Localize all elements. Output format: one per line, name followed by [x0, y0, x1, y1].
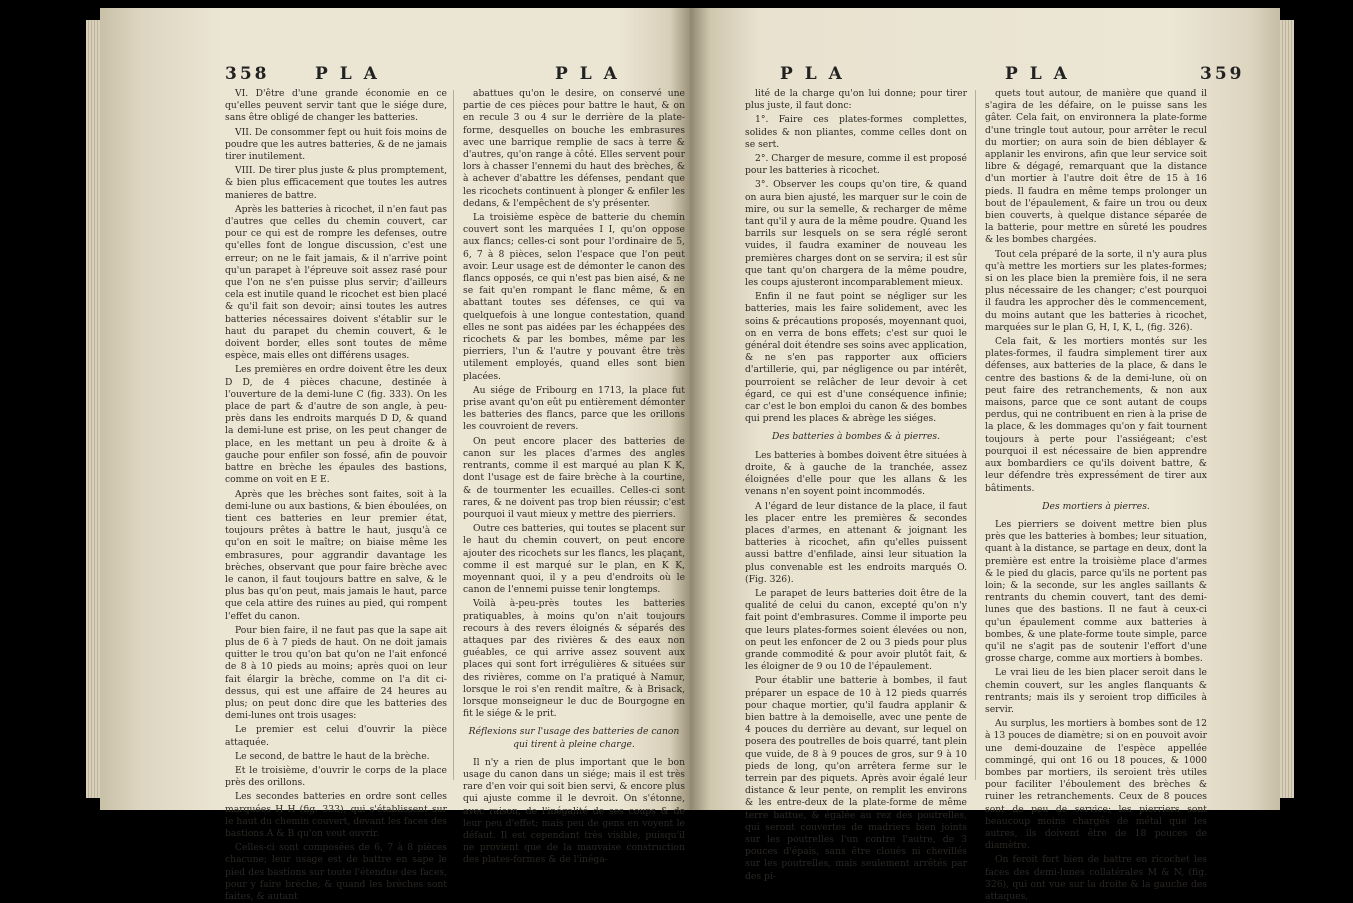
paragraph: 1°. Faire ces plates-formes complettes, solides & non pliantes, comme celles dont on se sert.: [745, 114, 967, 150]
paragraph: VII. De consommer fept ou huit fois moins de poudre que les autres batteries, & de ne jamais tirer inutilement.: [225, 126, 447, 163]
paragraph: Et le troisième, d'ouvrir le corps de la place près des orillons.: [225, 764, 447, 789]
paragraph: Cela fait, & les mortiers montés sur les plates-formes, il faudra simplement tirer aux défenses, aux batteries de la place, & dans le centre des bastions & de la demi-lune, où on peut faire des retranchements, & non aux maisons, parce que ce sont autant de coups perdus, qui ne contribuent en rien à la prise de la place, & les dommages qu'on y fait tournent toujours à perte pour l'assiégeant; c'est pourquoi il est nécessaire de bien apprendre aux bombardiers ce qu'ils doivent battre, & leur défendre très expressément de tirer aux bâtiments.: [985, 336, 1207, 494]
paragraph: Celles-ci sont composées de 6, 7 à 8 pièces chacune; leur usage est de battre en sape le pied des bastions sur toute l'étendue des faces, pour y faire brèche, & quand les brèches sont faites, & autant: [225, 842, 447, 902]
running-head: P L A: [780, 64, 845, 84]
page-number: 359: [1200, 64, 1245, 84]
paragraph: Après que les brèches sont faites, soit à la demi-lune ou aux bastions, & bien éboulées, on tient ces batteries en leur premier état, toujours prêtes à battre le haut, jusqu'à ce qu'on en soit le maître; on biaise même les embrasures, pour aggrandir davantage les brèches, observant que pour faire brèche avec le canon, il faut toujours battre en salve, & le plus bas qu'on peut, mais jamais le haut, parce que cela attire des ruines au pied, qui rompent l'effet du canon.: [225, 488, 447, 622]
text-column-left: [745, 88, 967, 882]
paragraph: On feroit fort bien de battre en ricochet les faces des demi-lunes collatérales M & N, (fig. 326), qui ont vue sur la droite & la gauche des attaques,: [985, 854, 1207, 902]
paragraph: Le vrai lieu de les bien placer seroit dans le chemin couvert, sur les angles flanquants & rentrants; mais ils y seroient trop difficiles à servir.: [985, 667, 1207, 715]
right-page: [690, 8, 1280, 902]
paragraph: Pour bien faire, il ne faut pas que la sape ait plus de 6 à 7 pieds de haut. On ne doit jamais quitter le trou qu'on bat qu'on ne l'ait enfoncé de 8 à 10 pieds au moins; après quoi on leur fait élargir la brèche, comme on l'a dit ci-dessus, qui est une affaire de 24 heures au plus; on peut donc dire que les batteries des demi-lunes ont trois usages:: [225, 624, 447, 722]
paragraph: Les premières en ordre doivent être les deux D D, de 4 pièces chacune, destinée à l'ouverture de la demi-lune C (fig. 333). On les place de part & d'autre de son angle, à peu-près dans les endroits marqués D D, & quand la demi-lune est prise, on les peut changer de place, en les mettant un peu à droite & à gauche pour enfiler son fossé, afin de pouvoir battre en brèche les épaules des bastions, comme on voit en E E.: [225, 364, 447, 486]
paragraph: Les pierriers se doivent mettre bien plus près que les batteries à bombes; leur situation, quant à la distance, se partage en deux, dont la première est entre la troisième place d'armes & le pied du glacis, parce qu'ils ne portent pas loin; & la seconde, sur les angles saillants & rentrants du chemin couvert, tant des demi-lunes que des bastions. Il ne faut à ceux-ci qu'un épaulement comme aux batteries à bombes, & une plate-forme toute simple, parce qu'il ne s'agit pas de soutenir l'effort d'une grosse charge, comme aux mortiers à bombes.: [985, 518, 1207, 665]
paragraph: Tout cela préparé de la sorte, il n'y aura plus qu'à mettre les mortiers sur les plates-formes; si on les place bien la première fois, il ne sera plus nécessaire de les changer; c'est pourquoi il faudra les approcher dès le commencement, du moins autant que les batteries à ricochet, marquées sur le plan G, H, I, K, L, (fig. 326).: [985, 248, 1207, 333]
paragraph: 3°. Observer les coups qu'on tire, & quand on aura bien ajusté, les marquer sur le coin de mire, ou sur la semelle, & recharger de même tant qu'il y aura de la même poudre. Quand les barrils sur lesquels on se sera réglé seront vuides, il faudra examiner de nouveau les premières charges dont on se servira; il est sûr que tant qu'on chargera de la même poudre, les coups ajusteront incomparablement mieux.: [745, 179, 967, 289]
column-rule: [453, 90, 454, 780]
paragraph: Les secondes batteries en ordre sont celles marquées H H (fig. 333), qui s'établissent sur le haut du chemin couvert, devant les faces des bastions A & B qu'on veut ouvrir.: [225, 791, 447, 839]
open-book: [100, 8, 1280, 902]
paragraph: Voilà à-peu-près toutes les batteries pratiquables, à moins qu'on n'ait toujours recours à des revers éloignés & séparés des attaques par des rivières & des eaux non guéables, ce qui arrive assez souvent aux places qui sont fort irrégulières & situées sur des rivières, comme on l'a pratiqué à Namur, lorsque le roi s'en rendit maître, & à Brisack, lorsque monseigneur le duc de Bourgogne en fit le siége & le prit.: [463, 598, 685, 720]
running-head-right-col: P L A: [1005, 64, 1070, 84]
paragraph: Le second, de battre le haut de la brèche.: [235, 750, 430, 762]
paragraph: Les batteries à bombes doivent être situées à droite, & à gauche de la tranchée, assez éloignées d'elle pour que les allans & les venans n'en soyent point incommodés.: [745, 449, 967, 498]
section-heading: Des mortiers à pierres.: [1042, 500, 1150, 512]
paragraph: abattues qu'on le desire, on conservé une partie de ces pièces pour battre le haut, & on en recule 3 ou 4 sur le derrière de la plate-forme, desquelles on bouche les embrasures avec une barrique remplie de sacs à terre & d'autres, qu'on range à côté. Elles servent pour lors à chasser l'ennemi du haut des brèches, & à achever d'abattre les défenses, pendant que les ricochets continuent à plonger & enfiler les dedans, & l'empêchent de s'y présenter.: [463, 88, 685, 209]
paragraph: lité de la charge qu'on lui donne; pour tirer plus juste, il faut donc:: [745, 88, 967, 112]
paragraph: Outre ces batteries, qui toutes se placent sur le haut du chemin couvert, on peut encore ajouter des ricochets sur les flancs, les plaçant, comme il est marqué sur le plan, en K K, moyennant quoi, il y a peu d'endroits où le canon de l'ennemi puisse tenir longtemps.: [463, 523, 685, 596]
paragraph: quets tout autour, de manière que quand il s'agira de les défaire, on le puisse sans les gâter. Cela fait, on environnera la plate-forme d'une tringle tout autour, pour arrêter le recul du mortier; on aura soin de bien déblayer & applanir les environs, afin que leur service soit libre & dégagé, remarquant que la distance d'un mortier à l'autre doit être de 15 à 16 pieds. Il faudra en même temps prolonger un bout de l'épaulement, & faire un trou ou deux bien couverts, à quelque distance séparée de la batterie, pour mettre en sûreté les poudres & les bombes chargées.: [985, 88, 1207, 246]
section-heading: Réflexions sur l'usage des batteries de canon qui tirent à pleine charge.: [468, 726, 680, 750]
running-head-right-col: P L A: [555, 64, 620, 84]
section-heading: Des batteries à bombes & à pierres.: [771, 431, 941, 443]
right-page-header: [690, 64, 1280, 90]
left-page: [100, 8, 690, 902]
text-column-right: [985, 88, 1207, 902]
paragraph: Le premier est celui d'ouvrir la pièce attaquée.: [225, 724, 447, 748]
paragraph: VI. D'être d'une grande économie en ce qu'elles peuvent servir tant que le siége dure, sans être obligé de changer les batteries.: [225, 88, 447, 124]
running-head: P L A: [315, 64, 380, 84]
page-number: 358: [225, 64, 270, 84]
paragraph: La troisième espèce de batterie du chemin couvert sont les marquées I I, qu'on oppose aux flancs; celles-ci sont pour l'ordinaire de 5, 6, 7 à 8 pièces, selon l'espace que l'on peut avoir. Leur usage est de démonter le canon des flancs opposés, ce qui n'est pas bien aisé, & ne se fait qu'en rompant le flanc même, & en abattant toutes ses défenses, ce qui va quelquefois à une longue contestation, quand elles ne sont pas aidées par les échappées des ricochets & par les bombes, même par les pierriers, l'un & l'autre y pouvant être très utilement employés, quand elles sont bien placées.: [463, 212, 685, 382]
paragraph: Au surplus, les mortiers à bombes sont de 12 à 13 pouces de diamètre; si on en pouvoit avoir une demi-douzaine de l'espèce appellée commingé, qui ont 16 ou 18 pouces, & 1000 bombes par mortiers, ils seroient très utiles pour faciliter l'éboulement des brèches & ruiner les retranchements. Ceux de 8 pouces sont de peu de service; les pierriers sont beaucoup moins chargés de métal que les autres, ils doivent être de 18 pouces de diamètre.: [985, 718, 1207, 852]
left-page-header: [100, 64, 690, 90]
paragraph: Après les batteries à ricochet, il n'en faut pas d'autres que celles du chemin couvert, car pour ce qui est de rompre les defenses, outre qu'elles font de longue discussion, c'est une erreur; on ne le fait jamais, & il n'arrive point qu'un parapet à l'épreuve soit assez rasé pour que l'on ne s'en puisse plus servir; d'ailleurs cela est inutile quand le ricochet est bien placé & qu'il fait son devoir; ainsi toutes les autres batteries nécessaires doivent s'établir sur le haut du parapet du chemin couvert, & le doivent border, elles sont toutes de même espèce, mais elles ont différens usages.: [225, 203, 448, 362]
text-column-right: [463, 88, 685, 866]
paragraph: Pour établir une batterie à bombes, il faut préparer un espace de 10 à 12 pieds quarrés pour chaque mortier, qu'il faudra applanir & bien battre à la demoiselle, avec une pente de 4 pouces du derrière au devant, sur lequel on posera des poutrelles de bois quarré, tant plein que vuide, de 8 à 9 pouces de gros, sur 9 à 10 pieds de long, qu'on arrêtera ferme sur le terrein par des piquets. Après avoir égalé leur distance & leur pente, on remplit les environs & les entre-deux de la plate-forme de même terre battue, & égalée au rez des poutrelles, qui seront couvertes de madriers bien joints sur les poutrelles l'un contre l'autre, de 3 pouces d'épais, sans être cloués ni chevillés sur les poutrelles, mais seulement arrêtés par des pi-: [745, 675, 967, 882]
paragraph: VIII. De tirer plus juste & plus promptement, & bien plus efficacement que toutes les autres manieres de battre.: [225, 165, 447, 201]
paragraph: On peut encore placer des batteries de canon sur les places d'armes des angles rentrants, comme il est marqué au plan K K, dont l'usage est de faire brèche à la courtine, & de tourmenter les ecuailles. Celles-ci sont rares, & ne doivent pas trop bien réussir; c'est pourquoi il vaut mieux y mettre des pierriers.: [463, 435, 685, 520]
paragraph: A l'égard de leur distance de la place, il faut les placer entre les premières & secondes places d'armes, en attenant & joignant les batteries à ricochet, afin qu'elles puissent aussi battre d'enfilade, ainsi leur situation la plus convenable est les endroits marqués O. (Fig. 326).: [745, 500, 967, 585]
paragraph: Enfin il ne faut point se négliger sur les batteries, mais les faire solidement, avec les soins & précautions proposés, moyennant quoi, on en verra de bons effets; c'est sur quoi le général doit étendre ses soins avec application, & ne s'en pas rapporter aux officiers d'artillerie, qui, par négligence ou par intérêt, pourroient se relâcher de leur devoir à cet égard, ce qui est d'une conséquence infinie; car c'est le bon emploi du canon & des bombes qui prend les places & abrège les siéges.: [745, 291, 967, 425]
right-page-edges: [1280, 20, 1294, 798]
column-rule: [975, 90, 976, 780]
paragraph: Le parapet de leurs batteries doit être de la qualité de celui du canon, excepté qu'on n'y fait point d'embrasures. Comme il importe peu que leurs plates-formes soient élevées ou non, on peut les enfoncer de 2 ou 3 pieds pour plus grande commodité & pour avoir plutôt fait, & les éloigner de 9 ou 10 de l'épaulement.: [745, 587, 967, 673]
paragraph: Au siége de Fribourg en 1713, la place fut prise avant qu'on eût pu entièrement démonter les batteries des flancs, parce que les orillons les couvroient de revers.: [463, 384, 685, 433]
left-page-edges: [86, 20, 100, 798]
paragraph: 2°. Charger de mesure, comme il est proposé pour les batteries à ricochet.: [745, 153, 967, 177]
paragraph: Il n'y a rien de plus important que le bon usage du canon dans un siége; mais il est très rare d'en voir qui soit bien servi, & encore plus qui ajuste comme il le devroit. On s'étonne, avec raison, de l'inégalité de ses coups & de leur peu d'effet; mais peu de gens en voyent le défaut. Il est cependant très visible, puisqu'il ne provient que de la mauvaise construction des plates-formes & de l'inéga-: [463, 756, 685, 866]
text-column-left: [225, 88, 448, 902]
